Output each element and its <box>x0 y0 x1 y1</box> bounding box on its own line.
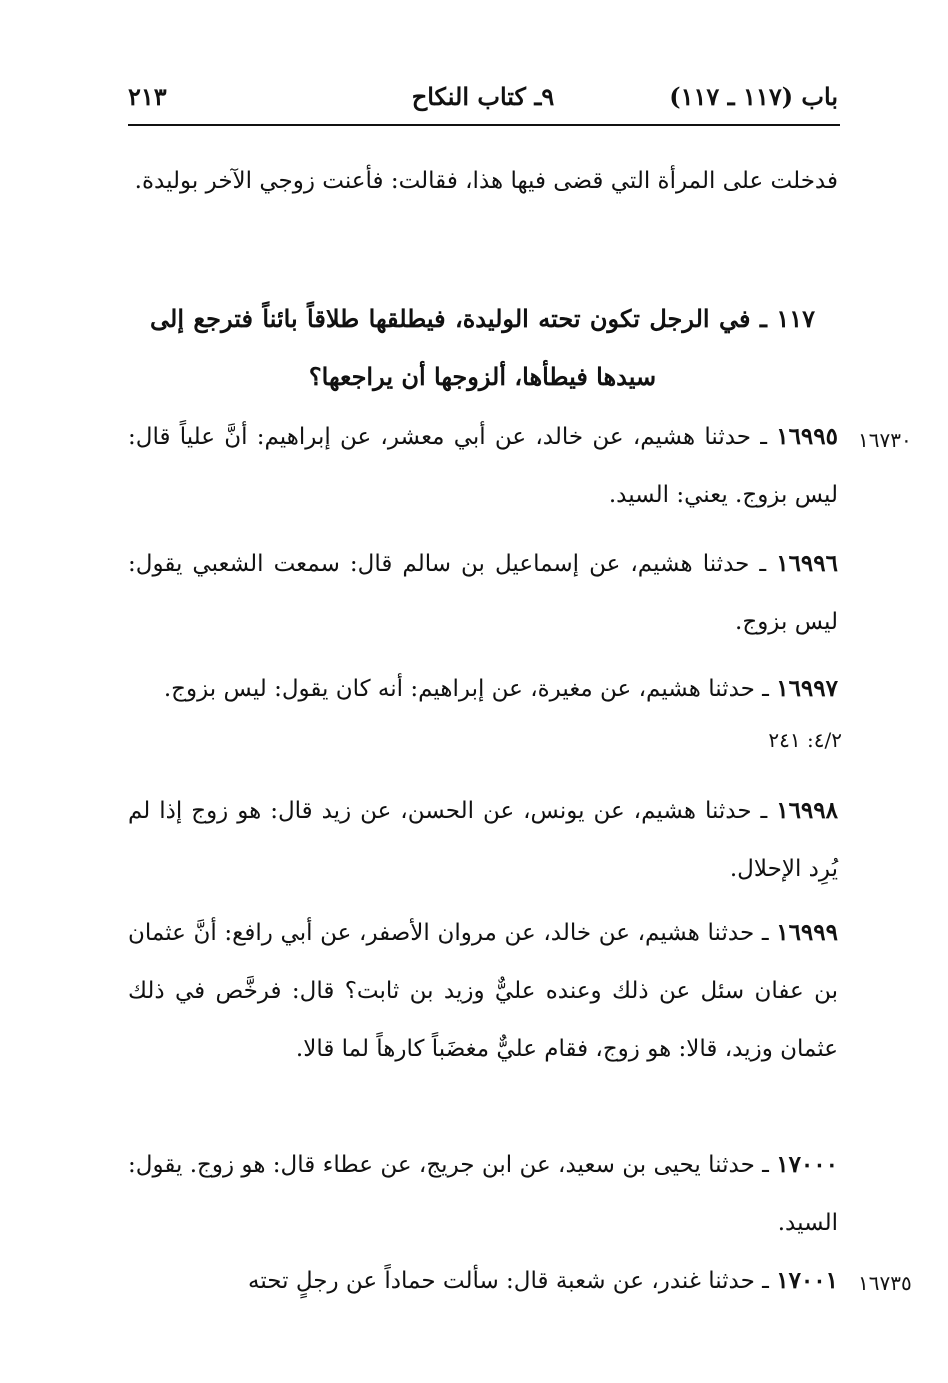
hadith-number: ١٧٠٠٠ <box>776 1151 838 1178</box>
page-number: ٢١٣ <box>128 82 167 111</box>
margin-reference: ١٦٧٣٠ <box>858 428 912 452</box>
hadith-number: ١٦٩٩٩ <box>776 919 838 946</box>
hadith-text: ـ حدثنا هشيم، عن إسماعيل بن سالم قال: سمعت الشعبي يقول: ليس بزوج. <box>128 551 838 635</box>
hadith-text: ـ حدثنا هشيم، عن يونس، عن الحسن، عن زيد قال: هو زوج إذا لم يُرِد الإحلال. <box>128 798 838 882</box>
hadith-text: ـ حدثنا هشيم، عن مغيرة، عن إبراهيم: أنه كان يقول: ليس بزوج. <box>163 676 777 702</box>
hadith-number: ١٦٩٩٧ <box>776 675 838 702</box>
hadith-number: ١٦٩٩٦ <box>776 550 838 577</box>
hadith-17001 <box>128 1252 838 1310</box>
hadith-16999 <box>128 904 838 1078</box>
page-header <box>128 80 838 120</box>
running-section-title: باب (١١٧ ـ ١١٧) <box>669 82 838 111</box>
hadith-text: ـ حدثنا يحيى بن سعيد، عن ابن جريج، عن عطاء قال: هو زوج. يقول: السيد. <box>128 1152 838 1236</box>
hadith-16996 <box>128 535 838 651</box>
hadith-number: ١٧٠٠١ <box>776 1267 838 1294</box>
hadith-number: ١٦٩٩٥ <box>776 423 838 450</box>
hadith-16998 <box>128 782 838 898</box>
hadith-number: ١٦٩٩٨ <box>776 797 838 824</box>
hadith-17000 <box>128 1136 838 1252</box>
hadith-16995 <box>128 408 838 524</box>
hadith-text: ـ حدثنا غندر، عن شعبة قال: سألت حماداً عن رجلٍ تحته <box>247 1268 777 1294</box>
opening-paragraph: فدخلت على المرأة التي قضى فيها هذا، فقالت: فأعنت زوجي الآخر بوليدة. <box>134 168 838 194</box>
running-book-title: ٩ـ كتاب النكاح <box>411 82 555 111</box>
chapter-heading: ١١٧ ـ في الرجل تكون تحته الوليدة، فيطلقها طلاقاً بائناً فترجع إلى سيدها فيطأها، ألزوجها أن يراجعها؟ <box>150 304 815 391</box>
hadith-text: ـ حدثنا هشيم، عن خالد، عن أبي معشر، عن إبراهيم: أنَّ علياً قال: ليس بزوج. يعني: السيد. <box>128 424 838 508</box>
header-rule <box>128 124 840 126</box>
margin-reference: ٤/٢: ٢٤١ <box>768 728 842 752</box>
hadith-text: ـ حدثنا هشيم، عن خالد، عن مروان الأصفر، عن أبي رافع: أنَّ عثمان بن عفان سئل عن ذلك وعنده عليٌّ وزيد بن ثابت؟ قال: فرخَّص في ذلك عثمان وزيد، قالا: هو زوج، فقام عليٌّ مغضَباً كارهاً لما قالا. <box>128 920 838 1062</box>
hadith-16997 <box>128 660 838 718</box>
margin-reference: ١٦٧٣٥ <box>858 1271 912 1295</box>
